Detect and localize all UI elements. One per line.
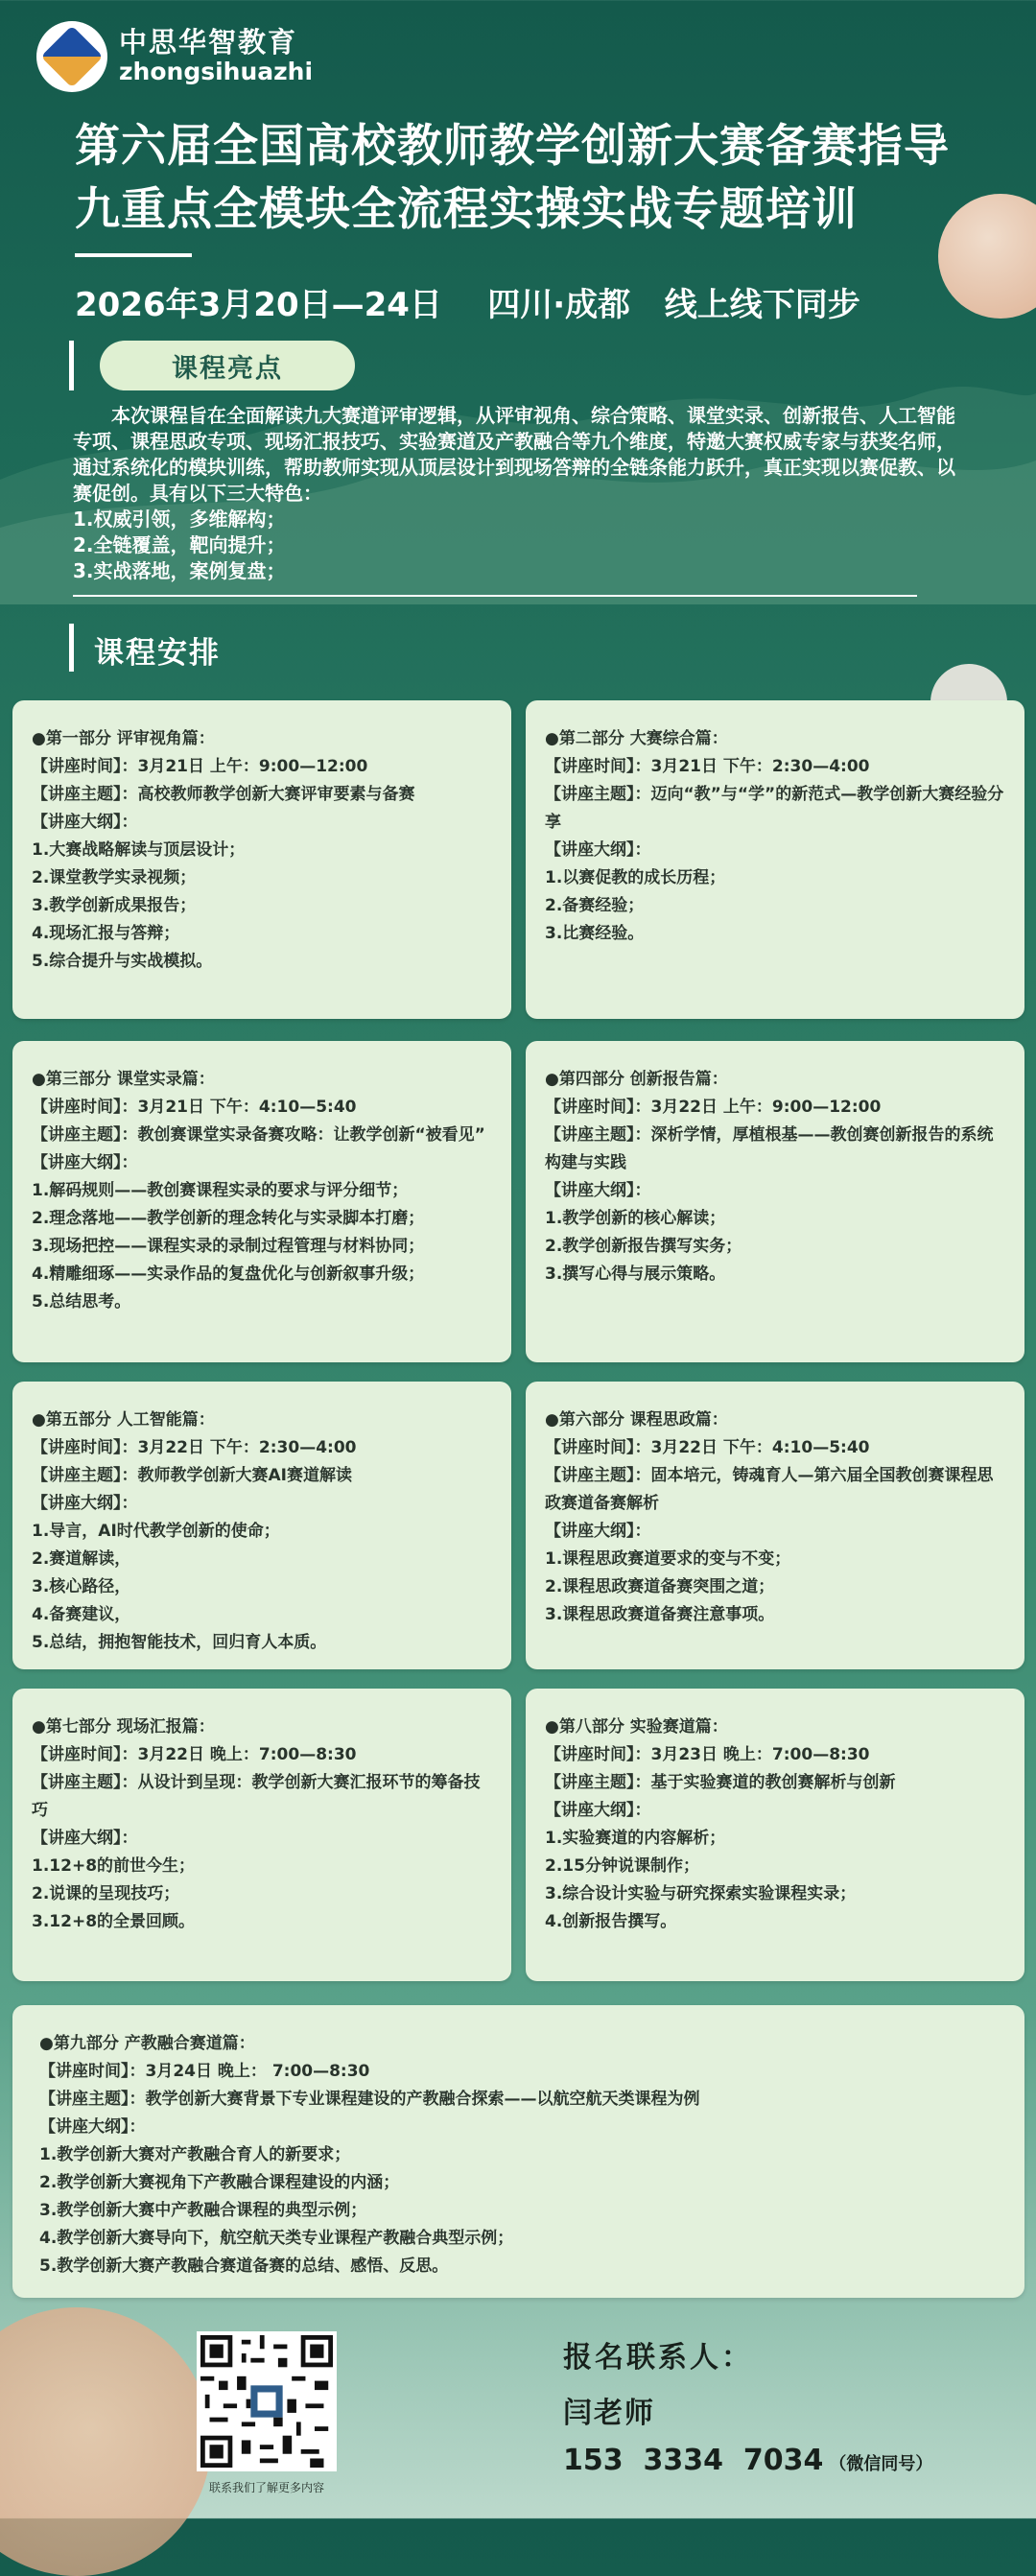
card-topic: 【讲座主题】：固本培元，铸魂育人—第六届全国教创赛课程思政赛道备赛解析 <box>545 1466 994 1513</box>
qr-caption: 联系我们了解更多内容 <box>208 2481 324 2494</box>
card-heading: ●第四部分 创新报告篇： <box>545 1070 728 1089</box>
outline-item: 2.赛道解读， <box>32 1549 131 1569</box>
feature-item: 1.权威引领，多维解构； <box>73 508 286 531</box>
outline-item: 4.教学创新大赛导向下，航空航天类专业课程产教融合典型示例； <box>39 2229 514 2248</box>
card-heading: ●第八部分 实验赛道篇： <box>545 1717 728 1737</box>
outline-item: 2.课程思政赛道备赛突围之道； <box>545 1577 775 1596</box>
outline-item: 2.15分钟说课制作； <box>545 1856 699 1876</box>
outline-item: 1.导言，AI时代教学创新的使命； <box>32 1522 280 1541</box>
course-card-3 <box>12 1041 511 1362</box>
card-outline-label: 【讲座大纲】： <box>545 840 651 860</box>
contact-title: 报名联系人： <box>563 2341 753 2375</box>
card-heading: ●第五部分 人工智能篇： <box>32 1410 215 1430</box>
card-time: 【讲座时间】：3月22日 下午：2:30—4:00 <box>32 1438 357 1457</box>
card-topic: 【讲座主题】：教创赛课堂实录备赛攻略：让教学创新“被看见” <box>32 1125 485 1145</box>
card-heading: ●第六部分 课程思政篇： <box>545 1410 728 1430</box>
card-outline-label: 【讲座大纲】： <box>545 1801 651 1820</box>
contact-phone <box>563 2444 932 2477</box>
sun-decoration-bottom <box>0 2307 211 2576</box>
event-dateline: 2026年3月20日—24日 四川·成都 线上线下同步 <box>75 286 860 324</box>
course-card-5 <box>12 1382 511 1669</box>
card-outline-label: 【讲座大纲】： <box>32 1829 138 1848</box>
outline-item: 4.现场汇报与答辩； <box>32 924 180 943</box>
outline-item: 1.教学创新大赛对产教融合育人的新要求； <box>39 2145 351 2164</box>
outline-item: 2.课堂教学实录视频； <box>32 868 197 887</box>
outline-item: 1.大赛战略解读与顶层设计； <box>32 840 246 860</box>
course-card-2 <box>526 700 1024 1019</box>
outline-item: 3.教学创新大赛中产教融合课程的典型示例； <box>39 2201 367 2220</box>
course-card-8 <box>526 1689 1024 1981</box>
card-time: 【讲座时间】：3月22日 晚上：7:00—8:30 <box>32 1745 357 1764</box>
outline-item: 2.教学创新报告撰写实务； <box>545 1237 742 1256</box>
outline-item: 5.总结，拥抱智能技术，回归育人本质。 <box>32 1633 327 1652</box>
card-outline-label: 【讲座大纲】： <box>545 1181 651 1200</box>
section-bar-arrangement <box>69 624 74 672</box>
brand-name-en: zhongsihuazhi <box>119 58 314 86</box>
outline-item: 3.教学创新成果报告； <box>32 896 197 915</box>
outline-item: 1.12+8的前世今生； <box>32 1856 196 1876</box>
outline-item: 3.综合设计实验与研究探索实验课程实录； <box>545 1884 857 1903</box>
card-topic: 【讲座主题】：迈向“教”与“学”的新范式—教学创新大赛经验分享 <box>545 785 1004 832</box>
card-heading: ●第七部分 现场汇报篇： <box>32 1717 215 1737</box>
card-time: 【讲座时间】：3月23日 晚上：7:00—8:30 <box>545 1745 870 1764</box>
phone-note: （微信同号） <box>829 2454 933 2474</box>
card-time: 【讲座时间】：3月24日 晚上： 7:00—8:30 <box>39 2062 370 2081</box>
card-outline-label: 【讲座大纲】： <box>32 1494 138 1513</box>
outline-item: 5.总结思考。 <box>32 1292 131 1312</box>
outline-item: 1.以赛促教的成长历程； <box>545 868 726 887</box>
outline-item: 3.比赛经验。 <box>545 924 645 943</box>
card-time: 【讲座时间】：3月22日 下午：4:10—5:40 <box>545 1438 870 1457</box>
card-topic: 【讲座主题】：高校教师教学创新大赛评审要素与备赛 <box>32 785 415 804</box>
card-time: 【讲座时间】：3月22日 上午：9:00—12:00 <box>545 1098 882 1117</box>
feature-item: 3.实战落地，案例复盘； <box>73 559 286 582</box>
card-heading: ●第二部分 大赛综合篇： <box>545 729 728 748</box>
outline-item: 3.撰写心得与展示策略。 <box>545 1264 726 1284</box>
page-title <box>75 115 950 242</box>
section-divider <box>73 595 917 597</box>
brand-logo-icon <box>36 21 107 92</box>
outline-item: 3.课程思政赛道备赛注意事项。 <box>545 1605 775 1624</box>
outline-item: 1.教学创新的核心解读； <box>545 1209 726 1228</box>
course-card-7 <box>12 1689 511 1981</box>
card-topic: 【讲座主题】：基于实验赛道的教创赛解析与创新 <box>545 1773 896 1792</box>
card-heading: ●第九部分 产教融合赛道篇： <box>39 2034 255 2053</box>
title-divider <box>75 253 192 257</box>
card-outline-label: 【讲座大纲】： <box>545 1522 651 1541</box>
course-card-1 <box>12 700 511 1019</box>
card-time: 【讲座时间】：3月21日 下午：2:30—4:00 <box>545 757 870 776</box>
highlights-pill: 课程亮点 <box>100 341 355 390</box>
sun-decoration <box>938 194 1036 319</box>
course-card-6 <box>526 1382 1024 1669</box>
card-outline-label: 【讲座大纲】： <box>39 2117 146 2137</box>
card-time: 【讲座时间】：3月21日 下午：4:10—5:40 <box>32 1098 357 1117</box>
card-outline-label: 【讲座大纲】： <box>32 1153 138 1172</box>
qr-code[interactable] <box>197 2331 337 2471</box>
contact-name: 闫老师 <box>563 2397 655 2430</box>
section-bar-highlights <box>69 341 74 390</box>
feature-item: 2.全链覆盖，靶向提升； <box>73 533 286 556</box>
card-topic: 【讲座主题】：教学创新大赛背景下专业课程建设的产教融合探索——以航空航天类课程为例 <box>39 2090 700 2109</box>
outline-item: 1.解码规则——教创赛课程实录的要求与评分细节； <box>32 1181 409 1200</box>
card-time: 【讲座时间】：3月21日 上午：9:00—12:00 <box>32 757 368 776</box>
outline-item: 1.实验赛道的内容解析； <box>545 1829 726 1848</box>
outline-item: 1.课程思政赛道要求的变与不变； <box>545 1549 791 1569</box>
card-topic: 【讲座主题】：从设计到呈现：教学创新大赛汇报环节的筹备技巧 <box>32 1773 481 1820</box>
outline-item: 3.核心路径， <box>32 1577 131 1596</box>
title-line-1: 第六届全国高校教师教学创新大赛备赛指导 <box>75 120 950 173</box>
outline-item: 5.综合提升与实战模拟。 <box>32 952 213 971</box>
outline-item: 4.精雕细琢——实录作品的复盘优化与创新叙事升级； <box>32 1264 425 1284</box>
phone-number[interactable]: 153 3334 7034 <box>563 2444 824 2477</box>
card-outline-label: 【讲座大纲】： <box>32 813 138 832</box>
card-topic: 【讲座主题】：深析学情，厚植根基——教创赛创新报告的系统构建与实践 <box>545 1125 994 1172</box>
course-card-4 <box>526 1041 1024 1362</box>
arrangement-title: 课程安排 <box>94 636 221 671</box>
brand-header <box>36 21 313 92</box>
outline-item: 2.理念落地——教学创新的理念转化与实录脚本打磨； <box>32 1209 425 1228</box>
outline-item: 4.备赛建议， <box>32 1605 131 1624</box>
outline-item: 5.教学创新大赛产教融合赛道备赛的总结、感悟、反思。 <box>39 2257 449 2276</box>
card-topic: 【讲座主题】：教师教学创新大赛AI赛道解读 <box>32 1466 352 1485</box>
title-line-2: 九重点全模块全流程实操实战专题培训 <box>75 183 858 236</box>
outline-item: 2.备赛经验； <box>545 896 645 915</box>
intro-paragraph: 本次课程旨在全面解读九大赛道评审逻辑，从评审视角、综合策略、课堂实录、创新报告、人工智能专项、课程思政专项、现场汇报技巧、实验赛道及产教融合等九个维度，特邀大赛权威专家与获奖名师，通过系统化的模块训练，帮助教师实现从顶层设计到现场答辩的全链条能力跃升，真正实现以赛促教、以赛促创。具有以下三大特色： <box>73 404 955 505</box>
outline-item: 2.说课的呈现技巧； <box>32 1884 180 1903</box>
card-heading: ●第三部分 课堂实录篇： <box>32 1070 215 1089</box>
highlights-intro <box>73 403 965 584</box>
outline-item: 3.12+8的全景回顾。 <box>32 1912 196 1931</box>
outline-item: 4.创新报告撰写。 <box>545 1912 677 1931</box>
card-heading: ●第一部分 评审视角篇： <box>32 729 215 748</box>
outline-item: 3.现场把控——课程实录的录制过程管理与材料协同； <box>32 1237 425 1256</box>
qr-code-icon <box>200 2335 333 2468</box>
brand-name-cn: 中思华智教育 <box>119 25 298 59</box>
course-card-9 <box>12 2005 1024 2298</box>
outline-item: 2.教学创新大赛视角下产教融合课程建设的内涵； <box>39 2173 400 2192</box>
